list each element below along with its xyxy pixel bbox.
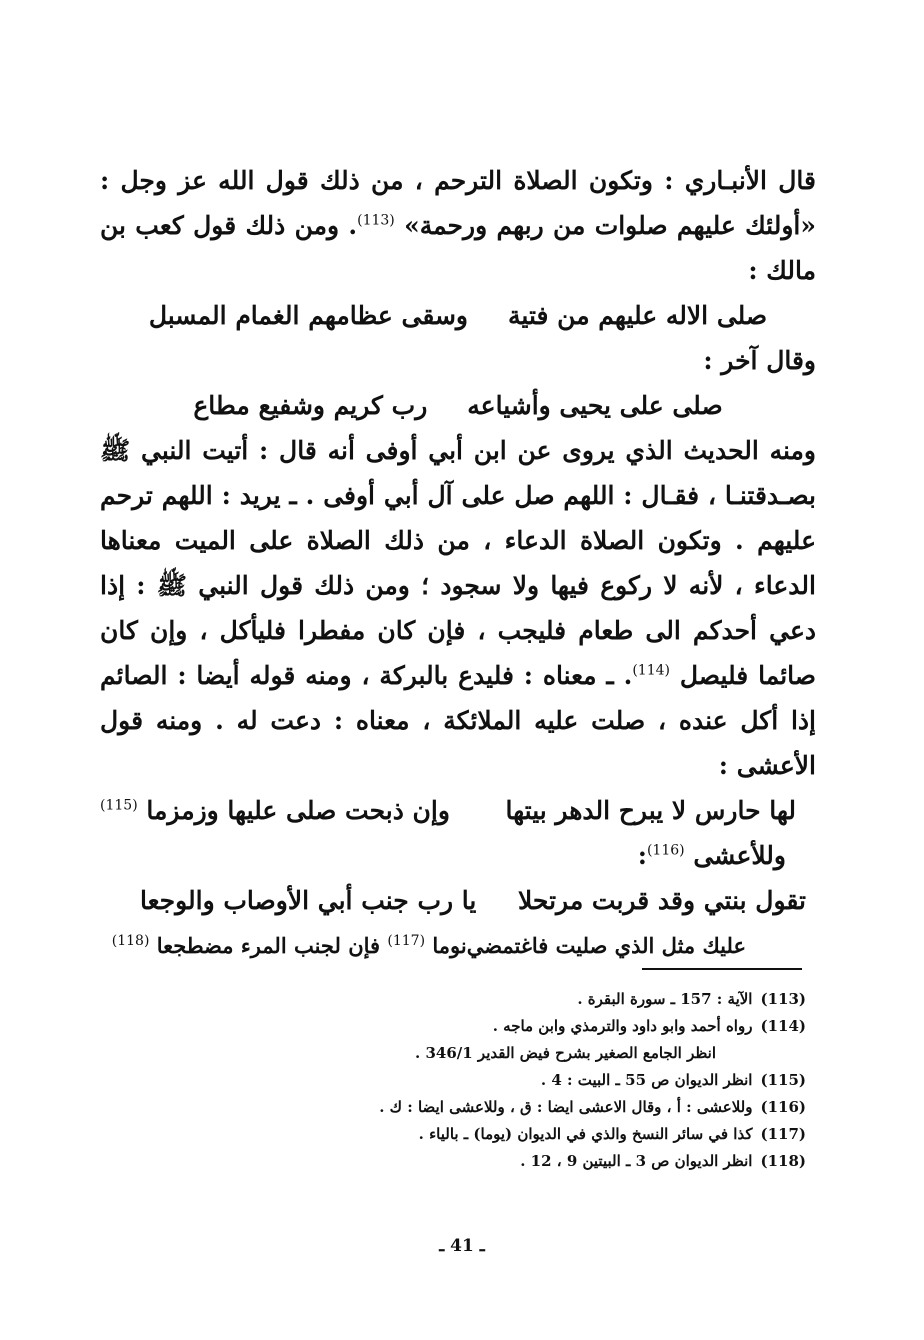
verse-line — [100, 383, 816, 428]
footnote-number: (116) — [760, 1098, 806, 1116]
verse-hemistich-first: صلى الاله عليهم من فتية — [508, 301, 768, 330]
main-text — [100, 158, 816, 968]
footnote-ref[interactable]: (114) — [632, 662, 670, 679]
footnote-number: (114) — [760, 1017, 806, 1035]
paragraph-text: قال الأنبـاري : وتكون الصلاة الترحم ، من ذلك قول الله عز وجل : «أولئك عليهم صلوات من ربهم ورحمة» — [100, 166, 816, 240]
footnote-text: رواه أحمد وابو داود والترمذي وابن ماجه . — [492, 1017, 753, 1035]
footnote-text: كذا في سائر النسخ والذي في الديوان (يوما) ـ بالياء . — [418, 1125, 753, 1143]
verse-text: فإن لجنب المرء مضطجعا — [156, 933, 381, 958]
verse-line — [100, 923, 816, 968]
verse-text: وإن ذبحت صلى عليها وزمزما — [146, 796, 450, 825]
footnote-item — [300, 1013, 806, 1040]
paragraph-aasha — [100, 833, 816, 878]
footnote-item — [300, 1148, 806, 1175]
footnote-number: (118) — [760, 1152, 806, 1170]
verse-hemistich-first: تقول بنتي وقد قربت مرتحلا — [518, 886, 806, 915]
verse-hemistich-second: وسقى عظامهم الغمام المسبل — [148, 301, 469, 330]
footnote-ref[interactable]: (113) — [357, 212, 395, 229]
footnote-text: انظر الديوان ص 55 ـ البيت : 4 . — [540, 1071, 753, 1089]
verse-line — [100, 878, 816, 923]
footnote-text: انظر الديوان ص 3 ـ البيتين 9 ، 12 . — [520, 1152, 753, 1170]
page-number: ـ 41 ـ — [439, 1236, 485, 1256]
footnote-ref[interactable]: (117) — [387, 933, 426, 949]
verse-hemistich-second — [100, 788, 450, 833]
footnote-item — [300, 1121, 806, 1148]
footnote-text: الآية : 157 ـ سورة البقرة . — [577, 990, 753, 1008]
verse-line — [100, 293, 816, 338]
footnote-number: (115) — [760, 1071, 806, 1089]
verse-text: نوما — [432, 933, 467, 958]
footnote-ref[interactable]: (115) — [100, 797, 138, 814]
paragraph-another: وقال آخر : — [703, 346, 816, 375]
paragraph-hadith — [100, 428, 816, 788]
footnotes — [300, 986, 806, 1175]
verse-line — [100, 788, 816, 833]
verse-hemistich-second — [112, 923, 467, 968]
footnote-ref[interactable]: (118) — [111, 933, 150, 949]
paragraph-text: ومنه الحديث الذي يروى عن ابن أبي أوفى أنه قال : أتيت النبي ﷺ بصـدقتنـا ، فقـال : اللهم صل على آل أبي أوفى . ـ يريد : اللهم ترحم عليهم . وتكون الصلاة الدعاء ، من ذلك الصلاة على الميت معناها الدعاء ، لأنه لا ركوع فيها ولا سجود ؛ ومن ذلك قول النبي ﷺ : إذا دعي أحدكم الى طعام فليجب ، فإن كان مفطرا فليأكل ، وإن كان صائما فليصل — [100, 436, 816, 690]
footnote-divider — [642, 968, 802, 970]
paragraph-text: وللأعشى — [693, 841, 786, 870]
verse-hemistich-second: رب كريم وشفيع مطاع — [193, 391, 428, 420]
verse-hemistich-first: لها حارس لا يبرح الدهر بيتها — [505, 796, 796, 825]
paragraph-anbari — [100, 158, 816, 293]
footnote-number: (113) — [760, 990, 806, 1008]
footnote-ref[interactable]: (116) — [646, 842, 685, 859]
verse-hemistich-second: يا رب جنب أبي الأوصاب والوجعا — [140, 886, 477, 915]
footnote-text: وللاعشى : أ ، وقال الاعشى ايضا : ق ، وللاعشى ايضا : ك . — [379, 1098, 753, 1116]
paragraph-text: . ومن ذلك قول كعب بن مالك : — [100, 211, 816, 285]
footnote-item — [300, 1094, 806, 1121]
footnote-text: انظر الجامع الصغير بشرح فيض القدير 346/1 . — [415, 1044, 716, 1062]
footnote-item — [300, 1067, 806, 1094]
paragraph-text: . ـ معناه : فليدع بالبركة ، ومنه قوله أيضا : الصائم إذا أكل عنده ، صلت عليه الملائكة ، معناه : دعت له . ومنه قول الأعشى : — [100, 661, 816, 780]
footnote-item — [300, 1040, 806, 1067]
footnote-number: (117) — [760, 1125, 806, 1143]
verse-hemistich-first: عليك مثل الذي صليت فاغتمضي — [466, 933, 746, 958]
verse-hemistich-first: صلى على يحيى وأشياعه — [467, 391, 723, 420]
footnote-item — [300, 986, 806, 1013]
paragraph-text: : — [637, 841, 647, 870]
